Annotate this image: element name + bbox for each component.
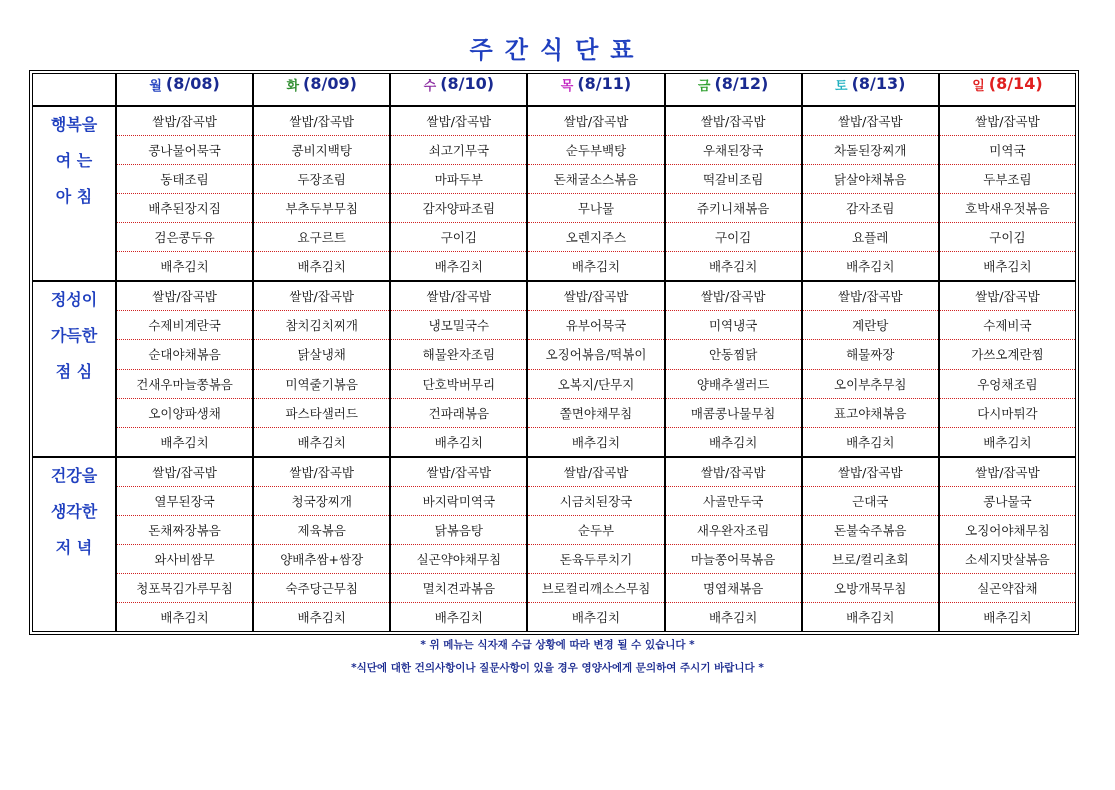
menu-item: 배추김치 — [708, 610, 758, 625]
menu-item: 오복지/단무지 — [528, 370, 663, 399]
menu-cell — [390, 106, 527, 281]
meal-name-line: 행복을 — [50, 115, 98, 134]
menu-item: 구이김 — [940, 223, 1075, 252]
menu-item: 배추김치 — [983, 610, 1032, 625]
menu-item: 순두부백탕 — [528, 136, 663, 165]
meal-row — [32, 106, 1076, 281]
menu-item: 배추김치 — [297, 434, 346, 450]
day-icon: 수 — [423, 79, 437, 94]
menu-item: 요플레 — [803, 223, 938, 252]
meal-name-line: 아 침 — [55, 187, 93, 206]
menu-item: 콩비지백탕 — [254, 136, 389, 165]
menu-item-list — [254, 107, 389, 280]
header-row — [32, 73, 1076, 106]
menu-item-list — [528, 458, 663, 631]
menu-item: 배추김치 — [708, 434, 758, 450]
menu-item: 쌀밥/잡곡밥 — [117, 107, 252, 136]
menu-item: 건파래볶음 — [391, 399, 526, 428]
menu-item: 쌀밥/잡곡밥 — [940, 458, 1075, 487]
menu-item-list — [940, 282, 1075, 455]
menu-item: 쌀밥/잡곡밥 — [117, 282, 252, 311]
menu-item: 쌀밥/잡곡밥 — [940, 282, 1075, 311]
meal-name-line: 건강을 — [50, 465, 98, 485]
day-header-4 — [665, 73, 802, 106]
day-label: (8/13) — [851, 74, 906, 93]
day-header-0 — [116, 73, 253, 106]
menu-item: 근대국 — [803, 487, 938, 516]
menu-item-list — [117, 282, 252, 455]
meal-name-line: 점 심 — [55, 362, 93, 382]
menu-item: 돈육두루치기 — [528, 545, 663, 574]
menu-item: 오이부추무침 — [803, 370, 938, 399]
menu-item: 수제비계란국 — [117, 311, 252, 340]
meal-name-line: 여 는 — [55, 151, 93, 170]
menu-cell — [253, 457, 390, 632]
menu-item: 쇠고기무국 — [391, 136, 526, 165]
menu-item: 우엉채조림 — [940, 370, 1075, 399]
menu-item: 오이양파생채 — [117, 399, 252, 428]
menu-item: 닭살야채볶음 — [803, 165, 938, 194]
menu-cell — [116, 457, 253, 632]
menu-item-list — [254, 282, 389, 455]
menu-item: 오렌지주스 — [528, 223, 663, 252]
meal-name-cell — [32, 106, 116, 281]
menu-item: 양배추쌈+쌈장 — [254, 545, 389, 574]
day-label: (8/10) — [440, 74, 495, 93]
menu-item: 배추김치 — [297, 259, 346, 275]
menu-cell — [116, 281, 253, 456]
menu-item: 호박새우젓볶음 — [940, 194, 1075, 223]
notice-menu-change: * 위 메뉴는 식자재 수급 상황에 따라 변경 될 수 있습니다 * — [420, 639, 695, 651]
menu-item: 안동찜닭 — [666, 340, 801, 369]
menu-item: 쌀밥/잡곡밥 — [666, 107, 801, 136]
weekly-menu-table — [32, 73, 1076, 632]
menu-item: 마파두부 — [391, 165, 526, 194]
menu-item: 청포묵김가루무침 — [117, 574, 252, 603]
menu-item: 쌀밥/잡곡밥 — [803, 282, 938, 311]
menu-item-list — [666, 107, 801, 280]
menu-cell — [390, 457, 527, 632]
menu-item: 표고야채볶음 — [803, 399, 938, 428]
menu-item: 배추김치 — [571, 610, 621, 625]
day-icon: 화 — [286, 79, 300, 94]
menu-item: 다시마튀각 — [940, 399, 1075, 428]
menu-item: 무나물 — [528, 194, 663, 223]
meal-row — [32, 457, 1076, 632]
menu-item-list — [117, 458, 252, 631]
menu-item: 배추김치 — [708, 259, 758, 275]
day-label: (8/11) — [577, 74, 632, 93]
menu-item: 매콤콩나물무침 — [666, 399, 801, 428]
menu-item: 단호박버무리 — [391, 370, 526, 399]
menu-cell — [802, 457, 939, 632]
day-icon: 금 — [697, 79, 711, 94]
menu-item: 두장조림 — [254, 165, 389, 194]
meal-name-line: 가득한 — [50, 326, 98, 346]
day-label: (8/12) — [714, 74, 769, 93]
day-header-2 — [390, 73, 527, 106]
menu-item-list — [803, 282, 938, 455]
menu-item: 쌀밥/잡곡밥 — [803, 458, 938, 487]
menu-item: 오징어야채무침 — [940, 516, 1075, 545]
menu-item: 청국장찌개 — [254, 487, 389, 516]
meal-name-cell — [32, 281, 116, 456]
menu-cell — [665, 281, 802, 456]
menu-item-list — [254, 458, 389, 631]
menu-item: 쥬키니채볶음 — [666, 194, 801, 223]
menu-item: 감자양파조림 — [391, 194, 526, 223]
menu-cell — [939, 281, 1076, 456]
menu-item: 배추김치 — [160, 610, 209, 625]
menu-item: 배추김치 — [160, 259, 209, 275]
menu-item: 쌀밥/잡곡밥 — [528, 282, 663, 311]
page-title: 주간식단표 — [469, 36, 646, 64]
meal-name-line: 정성이 — [50, 290, 98, 310]
menu-item: 쫄면야채무침 — [528, 399, 663, 428]
menu-item: 새우완자조림 — [666, 516, 801, 545]
menu-item: 참치김치찌개 — [254, 311, 389, 340]
menu-item: 돈채짜장볶음 — [117, 516, 252, 545]
corner-cell — [32, 73, 116, 106]
menu-cell — [253, 281, 390, 456]
menu-item: 순두부 — [528, 516, 663, 545]
meal-name-cell — [32, 457, 116, 632]
menu-item: 명엽채볶음 — [666, 574, 801, 603]
menu-item: 시금치된장국 — [528, 487, 663, 516]
day-header-5 — [802, 73, 939, 106]
menu-item: 요구르트 — [254, 223, 389, 252]
day-label: (8/09) — [303, 74, 357, 93]
menu-item: 쌀밥/잡곡밥 — [391, 107, 526, 136]
menu-item-list — [528, 282, 663, 455]
menu-item: 제육볶음 — [254, 516, 389, 545]
menu-item-list — [940, 107, 1075, 280]
menu-item-list — [666, 458, 801, 631]
day-label: (8/14) — [988, 74, 1043, 93]
menu-item: 쌀밥/잡곡밥 — [666, 282, 801, 311]
menu-cell — [116, 106, 253, 281]
menu-cell — [665, 457, 802, 632]
menu-cell — [527, 457, 664, 632]
menu-item: 떡갈비조림 — [666, 165, 801, 194]
menu-item: 동태조림 — [117, 165, 252, 194]
day-icon: 월 — [149, 79, 162, 94]
menu-item: 멸치견과볶음 — [391, 574, 526, 603]
menu-item-list — [391, 107, 526, 280]
menu-item: 배추김치 — [846, 434, 895, 450]
menu-item: 쌀밥/잡곡밥 — [254, 282, 389, 311]
menu-item: 배추김치 — [846, 259, 895, 275]
menu-cell — [665, 106, 802, 281]
menu-cell — [253, 106, 390, 281]
menu-item-list — [528, 107, 663, 280]
menu-item: 배추김치 — [571, 259, 621, 275]
menu-item: 사골만두국 — [666, 487, 801, 516]
menu-item: 쌀밥/잡곡밥 — [117, 458, 252, 487]
menu-item: 배추김치 — [983, 434, 1032, 450]
menu-item: 쌀밥/잡곡밥 — [391, 458, 526, 487]
menu-item: 돈불숙주볶음 — [803, 516, 938, 545]
menu-item: 건새우마늘쫑볶음 — [117, 370, 252, 399]
menu-item: 배추김치 — [434, 259, 483, 275]
menu-item: 쌀밥/잡곡밥 — [940, 107, 1075, 136]
menu-item: 미역줄기볶음 — [254, 370, 389, 399]
menu-item: 배추김치 — [297, 610, 346, 625]
menu-item: 쌀밥/잡곡밥 — [254, 107, 389, 136]
menu-item: 소세지맛살볶음 — [940, 545, 1075, 574]
menu-item: 돈채굴소스볶음 — [528, 165, 663, 194]
menu-item: 콩나물국 — [940, 487, 1075, 516]
menu-item: 와사비쌈무 — [117, 545, 252, 574]
menu-item: 차돌된장찌개 — [803, 136, 938, 165]
menu-item: 유부어묵국 — [528, 311, 663, 340]
menu-item: 우채된장국 — [666, 136, 801, 165]
menu-item-list — [391, 282, 526, 455]
meal-name-line: 저 녁 — [55, 537, 93, 557]
day-header-1 — [253, 73, 390, 106]
menu-item: 실곤약야채무침 — [391, 545, 526, 574]
menu-item: 냉모밀국수 — [391, 311, 526, 340]
menu-item-list — [666, 282, 801, 455]
menu-cell — [939, 106, 1076, 281]
menu-item: 순대야채볶음 — [117, 340, 252, 369]
day-header-6 — [939, 73, 1076, 106]
menu-item: 수제비국 — [940, 311, 1075, 340]
menu-item: 배추김치 — [571, 434, 621, 450]
menu-cell — [527, 106, 664, 281]
menu-item: 브로/컬리초회 — [803, 545, 938, 574]
menu-item: 오방개묵무침 — [803, 574, 938, 603]
menu-item: 바지락미역국 — [391, 487, 526, 516]
menu-cell — [802, 281, 939, 456]
day-icon: 일 — [972, 79, 985, 94]
menu-item: 배추된장지짐 — [117, 194, 252, 223]
day-icon: 토 — [835, 79, 848, 94]
menu-item: 양배추샐러드 — [666, 370, 801, 399]
menu-item: 계란탕 — [803, 311, 938, 340]
menu-table-frame — [29, 70, 1079, 635]
menu-item: 쌀밥/잡곡밥 — [528, 107, 663, 136]
menu-item: 배추김치 — [846, 610, 895, 625]
menu-item: 검은콩두유 — [117, 223, 252, 252]
menu-item: 콩나물어묵국 — [117, 136, 252, 165]
menu-cell — [802, 106, 939, 281]
menu-item: 구이김 — [391, 223, 526, 252]
menu-item: 부추두부무침 — [254, 194, 389, 223]
day-header-3 — [527, 73, 664, 106]
menu-item: 가쓰오계란찜 — [940, 340, 1075, 369]
menu-cell — [939, 457, 1076, 632]
day-label: (8/08) — [165, 74, 220, 93]
menu-item: 쌀밥/잡곡밥 — [803, 107, 938, 136]
menu-item: 열무된장국 — [117, 487, 252, 516]
menu-item-list — [940, 458, 1075, 631]
menu-item: 배추김치 — [434, 610, 483, 625]
menu-item: 닭살냉채 — [254, 340, 389, 369]
menu-item: 브로컬리깨소스무침 — [528, 574, 663, 603]
menu-item: 숙주당근무침 — [254, 574, 389, 603]
menu-item-list — [391, 458, 526, 631]
menu-item: 감자조림 — [803, 194, 938, 223]
menu-item: 미역국 — [940, 136, 1075, 165]
menu-item: 쌀밥/잡곡밥 — [254, 458, 389, 487]
menu-item-list — [803, 107, 938, 280]
menu-item: 닭볶음탕 — [391, 516, 526, 545]
menu-item: 배추김치 — [983, 259, 1032, 275]
menu-item-list — [117, 107, 252, 280]
menu-item: 파스타샐러드 — [254, 399, 389, 428]
day-icon: 목 — [560, 79, 574, 94]
menu-item: 실곤약잡채 — [940, 574, 1075, 603]
menu-item-list — [803, 458, 938, 631]
menu-item: 오징어볶음/떡볶이 — [528, 340, 663, 369]
menu-item: 배추김치 — [434, 434, 483, 450]
menu-item: 해물짜장 — [803, 340, 938, 369]
menu-item: 쌀밥/잡곡밥 — [528, 458, 663, 487]
menu-item: 쌀밥/잡곡밥 — [391, 282, 526, 311]
menu-item: 구이김 — [666, 223, 801, 252]
meal-name-line: 생각한 — [50, 501, 98, 521]
notice-contact-dietitian: *식단에 대한 건의사항이나 질문사항이 있을 경우 영양사에게 문의하여 주시기 바랍니다 * — [351, 662, 764, 674]
menu-item: 배추김치 — [160, 434, 209, 450]
meal-row — [32, 281, 1076, 456]
menu-item: 두부조림 — [940, 165, 1075, 194]
menu-item: 미역냉국 — [666, 311, 801, 340]
menu-item: 쌀밥/잡곡밥 — [666, 458, 801, 487]
menu-cell — [390, 281, 527, 456]
menu-item: 마늘쫑어묵볶음 — [666, 545, 801, 574]
menu-cell — [527, 281, 664, 456]
menu-item: 해물완자조림 — [391, 340, 526, 369]
